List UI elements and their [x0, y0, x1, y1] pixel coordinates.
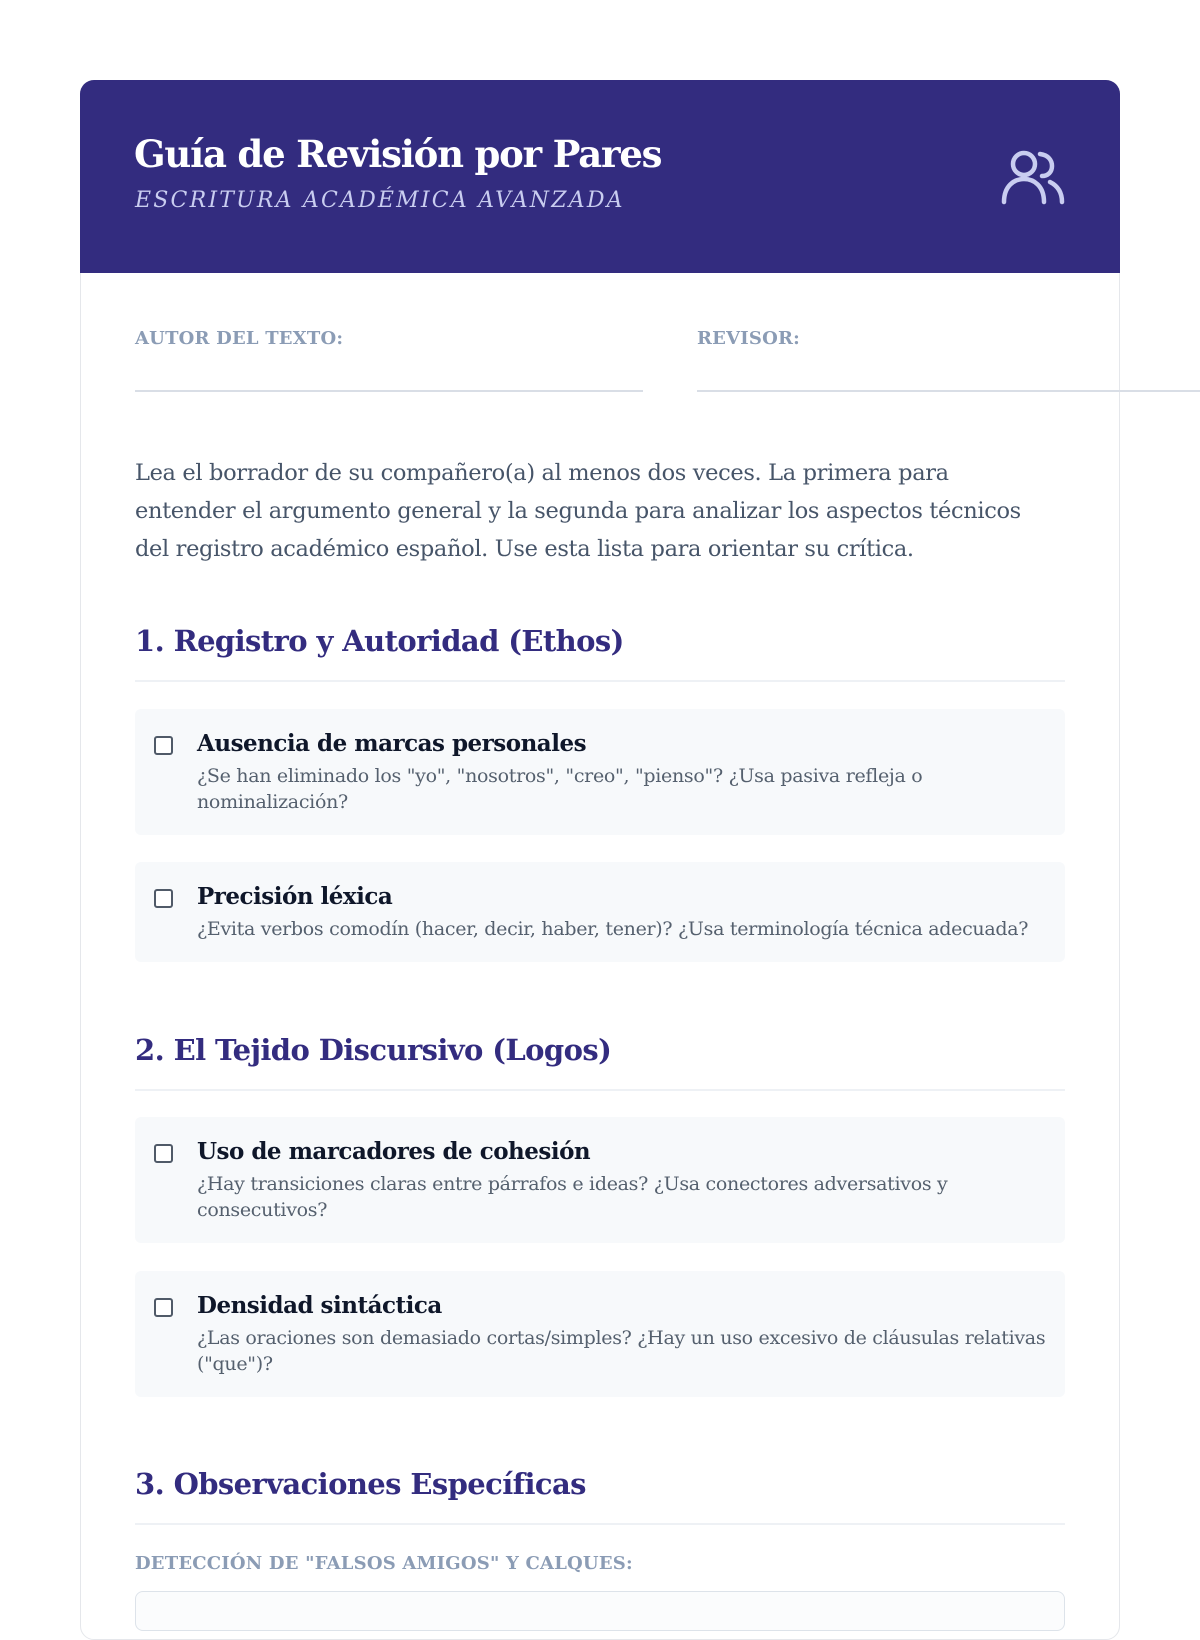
section-title-logos: 2. El Tejido Discursivo (Logos) [135, 1033, 612, 1067]
section-divider [135, 1523, 1065, 1525]
page-title: Guía de Revisión por Pares [134, 132, 662, 176]
guide-header [80, 80, 1120, 273]
item-title: Ausencia de marcas personales [197, 730, 587, 757]
guide-card [80, 80, 1120, 1640]
item-description: ¿Se han eliminado los "yo", "nosotros", "creo", "pienso"? ¿Usa pasiva refleja o nominalización? [197, 765, 923, 813]
checklist-item[interactable] [135, 1271, 1065, 1397]
checklist-item[interactable] [135, 862, 1065, 962]
item-title: Densidad sintáctica [197, 1292, 442, 1319]
author-field[interactable] [135, 390, 643, 392]
intro-text: Lea el borrador de su compañero(a) al menos dos veces. La primera para entender el argumento general y la segunda para analizar los aspectos técnicos del registro académico español. Use esta lista para orientar su crítica. [135, 460, 1021, 562]
item-description: ¿Las oraciones son demasiado cortas/simples? ¿Hay un uso excesivo de cláusulas relativas ("que")? [197, 1327, 1046, 1375]
item-checkbox[interactable] [154, 736, 173, 755]
observations-textarea[interactable] [135, 1591, 1065, 1631]
section-divider [135, 680, 1065, 682]
reviewer-label: REVISOR: [697, 328, 800, 349]
checklist-item[interactable] [135, 1117, 1065, 1243]
section-divider [135, 1089, 1065, 1091]
item-title: Precisión léxica [197, 883, 393, 910]
reviewer-field[interactable] [697, 390, 1200, 392]
page-subtitle: ESCRITURA ACADÉMICA AVANZADA [135, 188, 625, 213]
item-title: Uso de marcadores de cohesión [197, 1138, 591, 1165]
item-checkbox[interactable] [154, 1298, 173, 1317]
item-checkbox[interactable] [154, 889, 173, 908]
checklist-item[interactable] [135, 709, 1065, 835]
item-description: ¿Hay transiciones claras entre párrafos e ideas? ¿Usa conectores adversativos y consecutivos? [197, 1173, 948, 1221]
item-checkbox[interactable] [154, 1144, 173, 1163]
section-title-observations: 3. Observaciones Específicas [135, 1467, 586, 1501]
users-icon [1000, 146, 1066, 206]
author-label: AUTOR DEL TEXTO: [135, 328, 344, 349]
section-title-ethos: 1. Registro y Autoridad (Ethos) [135, 624, 624, 658]
detection-label: DETECCIÓN DE "FALSOS AMIGOS" Y CALQUES: [135, 1553, 633, 1574]
item-description: ¿Evita verbos comodín (hacer, decir, haber, tener)? ¿Usa terminología técnica adecuada? [197, 918, 1029, 940]
